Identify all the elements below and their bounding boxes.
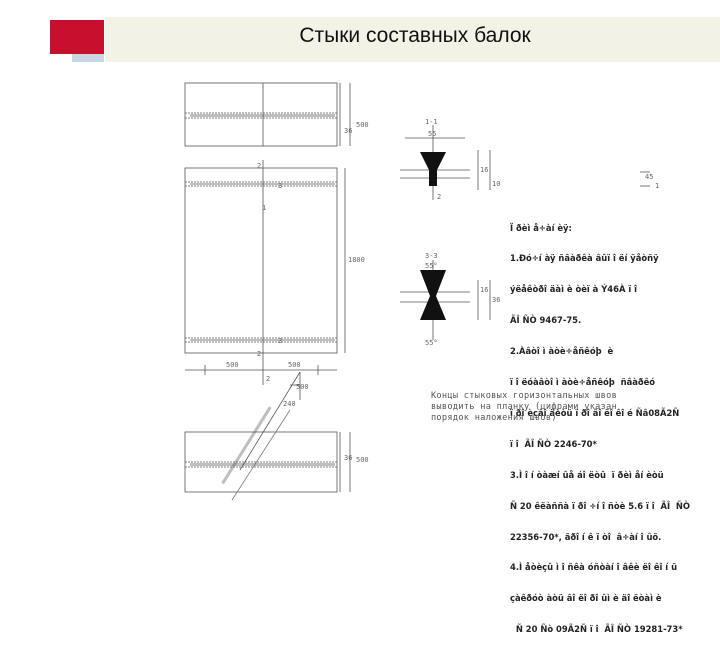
dim-2-a: 2 — [257, 162, 262, 170]
dim-500-right: 500 — [288, 361, 301, 369]
section-3-3-label: 3-3 — [425, 252, 438, 260]
dim-3-b: 3 — [278, 337, 283, 345]
note-line: ÃÎ ÑÒ 9467-75. — [510, 315, 582, 326]
bottom-welding-note — [420, 380, 660, 424]
note-line: çàêðóò àòü âî ëî ðî ûì è äî ëòàì è — [510, 593, 662, 604]
note-line: ï î ëóàâòî ì àòè÷åñêóþ ñâàðêó — [510, 377, 656, 388]
bottom-note-line: порядок наложения швов) — [430, 413, 557, 423]
dim-500-left: 500 — [226, 361, 239, 369]
dim-36-top: 36 — [344, 127, 353, 135]
web-plate-outline — [185, 168, 337, 353]
weld-dim-10: 10 — [492, 180, 501, 188]
note-line: ýëåêòðî äàì è òèï à Ý46À ï î — [510, 284, 638, 295]
note-line: Ï ðèì å÷àí èÿ: — [510, 222, 572, 233]
skew-joint-line — [240, 372, 300, 470]
bottom-note-line: Концы стыковых горизонтальных швов — [430, 391, 618, 401]
dim-500-skew: 500 — [296, 383, 309, 391]
note-line: Ñ 20 Ñò 09Ã2Ñ ï î ÃÎ ÑÒ 19281-73* — [510, 624, 683, 635]
weld-dim-2: 2 — [437, 193, 442, 201]
dim-1: 1 — [262, 204, 267, 212]
note-line: 22356-70*, ãðî í ê ï òî â÷àí î ûõ. — [510, 531, 662, 542]
dim-36-bottom: 36 — [344, 454, 353, 462]
note-line: 4.Ì åòèçû ì î ñêà óñòàí î âêè ëî êî í ü — [510, 562, 678, 573]
weld-dim-16: 16 — [480, 166, 489, 174]
dim-500-bottom: 500 — [356, 456, 369, 464]
section-1-1-label: 1-1 — [425, 118, 438, 126]
weld-section-a — [420, 152, 446, 186]
weld-dim-16-b: 16 — [480, 286, 489, 294]
bottom-note-line: выводить на планку (цифрами указан — [430, 402, 618, 412]
dim-1-right: 1 — [655, 182, 660, 190]
dim-240: 240 — [283, 400, 296, 408]
note-line: 2.Àâòî ì àòè÷åñêóþ è — [510, 346, 614, 357]
dim-3-a: 3 — [278, 182, 283, 190]
dim-2-c: 2 — [266, 375, 271, 383]
dim-45: 45 — [645, 173, 654, 181]
dim-1800: 1800 — [348, 256, 365, 264]
dim-500-top: 500 — [356, 121, 369, 129]
weld-width-55: 55 — [428, 130, 437, 138]
note-line: ï î ÃÎ ÑÒ 2246-70* — [510, 438, 597, 449]
angle-55-top: 55° — [425, 262, 438, 270]
weld-dim-36: 36 — [492, 296, 501, 304]
note-line: 3.Ì î í òàæí ûå áî ëòû ï ðèì åí èòü — [510, 469, 664, 480]
note-line: ï ðî èçâî äèòü ï ðî âî ëî êî é Ñâ08Ã2Ñ — [510, 407, 680, 418]
angle-55-bottom: 55° — [425, 339, 438, 347]
note-line: Ñ 20 êëàññà ï ðî ÷í î ñòè 5.6 ï î ÃÎ ÑÒ — [510, 500, 691, 511]
dim-2-b: 2 — [257, 350, 262, 358]
slide-title: Стыки составных балок — [299, 24, 531, 47]
note-line: 1.Ðó÷í àÿ ñâàðêà âûï î ëí ÿåòñÿ — [510, 253, 659, 264]
weld-section-b — [420, 270, 446, 320]
